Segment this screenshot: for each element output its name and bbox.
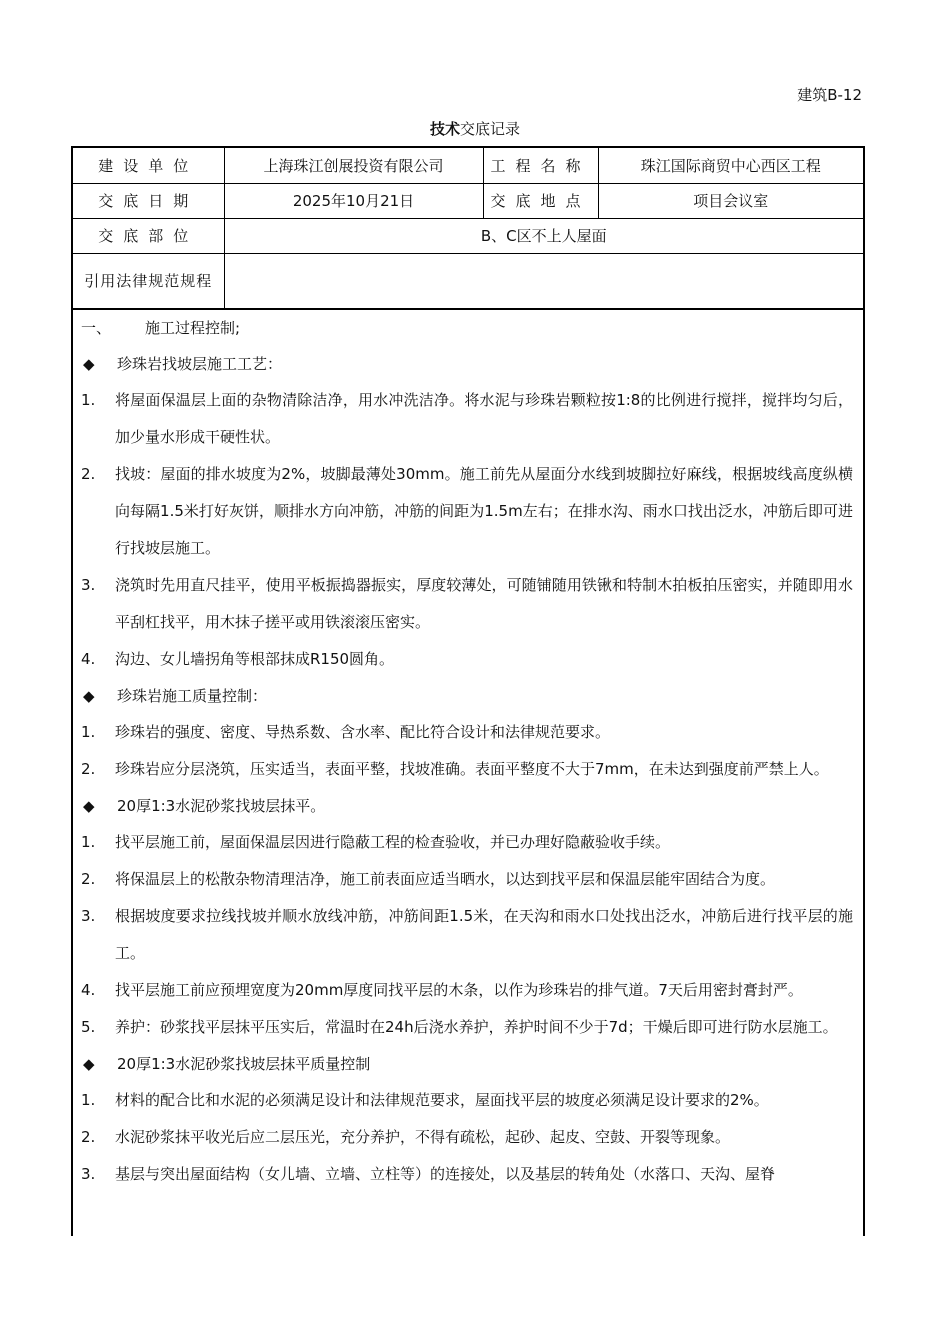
item-text: 基层与突出屋面结构（女儿墙、立墙、立柱等）的连接处，以及基层的转角处（水落口、天沟、屋脊 [115, 1164, 776, 1183]
list-item [81, 824, 853, 861]
header-table [73, 148, 863, 309]
group-4-heading [81, 1046, 853, 1082]
item-number: 2. [81, 464, 96, 483]
section-title: 施工过程控制; [145, 318, 241, 337]
document-title [0, 118, 950, 139]
header-row-4 [73, 253, 863, 308]
record-form [71, 146, 865, 1236]
item-number: 1. [81, 1090, 96, 1109]
group-4-title: 20厚1:3水泥砂浆找坡层抹平质量控制 [117, 1054, 371, 1073]
item-number: 1. [81, 390, 96, 409]
item-number: 2. [81, 759, 96, 778]
item-number: 4. [81, 980, 96, 999]
item-text: 养护：砂浆找平层抹平压实后，常温时在24h后浇水养护，养护时间不少于7d；干燥后即可进行防水层施工。 [115, 1017, 838, 1036]
value-date: 2025年10月21日 [224, 183, 483, 218]
item-number: 3. [81, 1164, 96, 1183]
item-number: 2. [81, 869, 96, 888]
list-item [81, 1082, 853, 1119]
item-text: 水泥砂浆抹平收光后应二层压光，充分养护，不得有疏松，起砂、起皮、空鼓、开裂等现象。 [115, 1127, 731, 1146]
content-body [73, 309, 863, 1193]
item-text: 材料的配合比和水泥的必须满足设计和法律规范要求，屋面找平层的坡度必须满足设计要求的2%。 [115, 1090, 769, 1109]
label-date: 交底日期 [73, 183, 224, 218]
item-text: 将保温层上的松散杂物清理洁净，施工前表面应适当晒水，以达到找平层和保温层能牢固结合为度。 [115, 869, 776, 888]
list-item [81, 456, 853, 567]
item-number: 1. [81, 722, 96, 741]
group-3-heading [81, 788, 853, 824]
group-2-heading [81, 678, 853, 714]
section-heading [81, 310, 853, 346]
header-row-3 [73, 218, 863, 253]
group-2-title: 珍珠岩施工质量控制： [117, 686, 268, 705]
title-bold-part: 技术 [429, 120, 460, 138]
list-item [81, 567, 853, 641]
group-1-heading [81, 346, 853, 382]
value-construction-unit: 上海珠江创展投资有限公司 [224, 148, 483, 183]
list-item [81, 382, 853, 456]
item-number: 1. [81, 832, 96, 851]
header-row-1 [73, 148, 863, 183]
section-number: 一、 [81, 318, 112, 337]
list-item [81, 898, 853, 972]
item-text: 将屋面保温层上面的杂物清除洁净，用水冲洗洁净。将水泥与珍珠岩颗粒按1:8的比例进行搅拌，搅拌均匀后，加少量水形成干硬性状。 [115, 390, 853, 446]
list-item [81, 714, 853, 751]
header-row-2 [73, 183, 863, 218]
item-text: 找坡：屋面的排水坡度为2%，坡脚最薄处30mm。施工前先从屋面分水线到坡脚拉好麻线，根据坡线高度纵横向每隔1.5米打好灰饼，顺排水方向冲筋，冲筋的间距为1.5m左右；在排水沟、雨水口找出泛水，冲筋后即可进行找坡层施工。 [115, 464, 853, 557]
item-text: 珍珠岩应分层浇筑，压实适当，表面平整，找坡准确。表面平整度不大于7mm，在未达到强度前严禁上人。 [115, 759, 829, 778]
list-item [81, 861, 853, 898]
item-number: 3. [81, 906, 96, 925]
item-number: 3. [81, 575, 96, 594]
diamond-bullet-icon: ◆ [83, 796, 95, 815]
item-number: 2. [81, 1127, 96, 1146]
value-regulations [224, 253, 863, 308]
title-rest-part: 交底记录 [460, 120, 521, 138]
diamond-bullet-icon: ◆ [83, 1054, 95, 1073]
item-number: 5. [81, 1017, 96, 1036]
value-project-name: 珠江国际商贸中心西区工程 [598, 148, 863, 183]
item-text: 找平层施工前应预埋宽度为20mm厚度同找平层的木条，以作为珍珠岩的排气道。7天后用密封膏封严。 [115, 980, 803, 999]
item-text: 珍珠岩的强度、密度、导热系数、含水率、配比符合设计和法律规范要求。 [115, 722, 611, 741]
document-code: 建筑B-12 [797, 86, 862, 104]
item-text: 根据坡度要求拉线找坡并顺水放线冲筋，冲筋间距1.5米，在天沟和雨水口处找出泛水，冲筋后进行找平层的施工。 [115, 906, 853, 962]
value-location: 项目会议室 [598, 183, 863, 218]
group-1-title: 珍珠岩找坡层施工工艺： [117, 354, 283, 373]
list-item [81, 1119, 853, 1156]
label-construction-unit: 建设单位 [73, 148, 224, 183]
value-area: B、C区不上人屋面 [224, 218, 863, 253]
label-regulations: 引用法律规范规程 [73, 253, 224, 308]
label-project-name: 工程名称 [483, 148, 598, 183]
list-item [81, 1009, 853, 1046]
diamond-bullet-icon: ◆ [83, 354, 95, 373]
item-number: 4. [81, 649, 96, 668]
label-location: 交底地点 [483, 183, 598, 218]
item-text: 找平层施工前，屋面保温层因进行隐蔽工程的检查验收，并已办理好隐蔽验收手续。 [115, 832, 671, 851]
group-3-title: 20厚1:3水泥砂浆找坡层抹平。 [117, 796, 326, 815]
list-item [81, 1156, 853, 1193]
item-text: 浇筑时先用直尺挂平，使用平板振捣器振实，厚度较薄处，可随铺随用铁锹和特制木拍板拍压密实，并随即用水平刮杠找平，用木抹子搓平或用铁滚滚压密实。 [115, 575, 853, 631]
list-item [81, 641, 853, 678]
list-item [81, 972, 853, 1009]
label-area: 交底部位 [73, 218, 224, 253]
list-item [81, 751, 853, 788]
item-text: 沟边、女儿墙拐角等根部抹成R150圆角。 [115, 649, 395, 668]
diamond-bullet-icon: ◆ [83, 686, 95, 705]
